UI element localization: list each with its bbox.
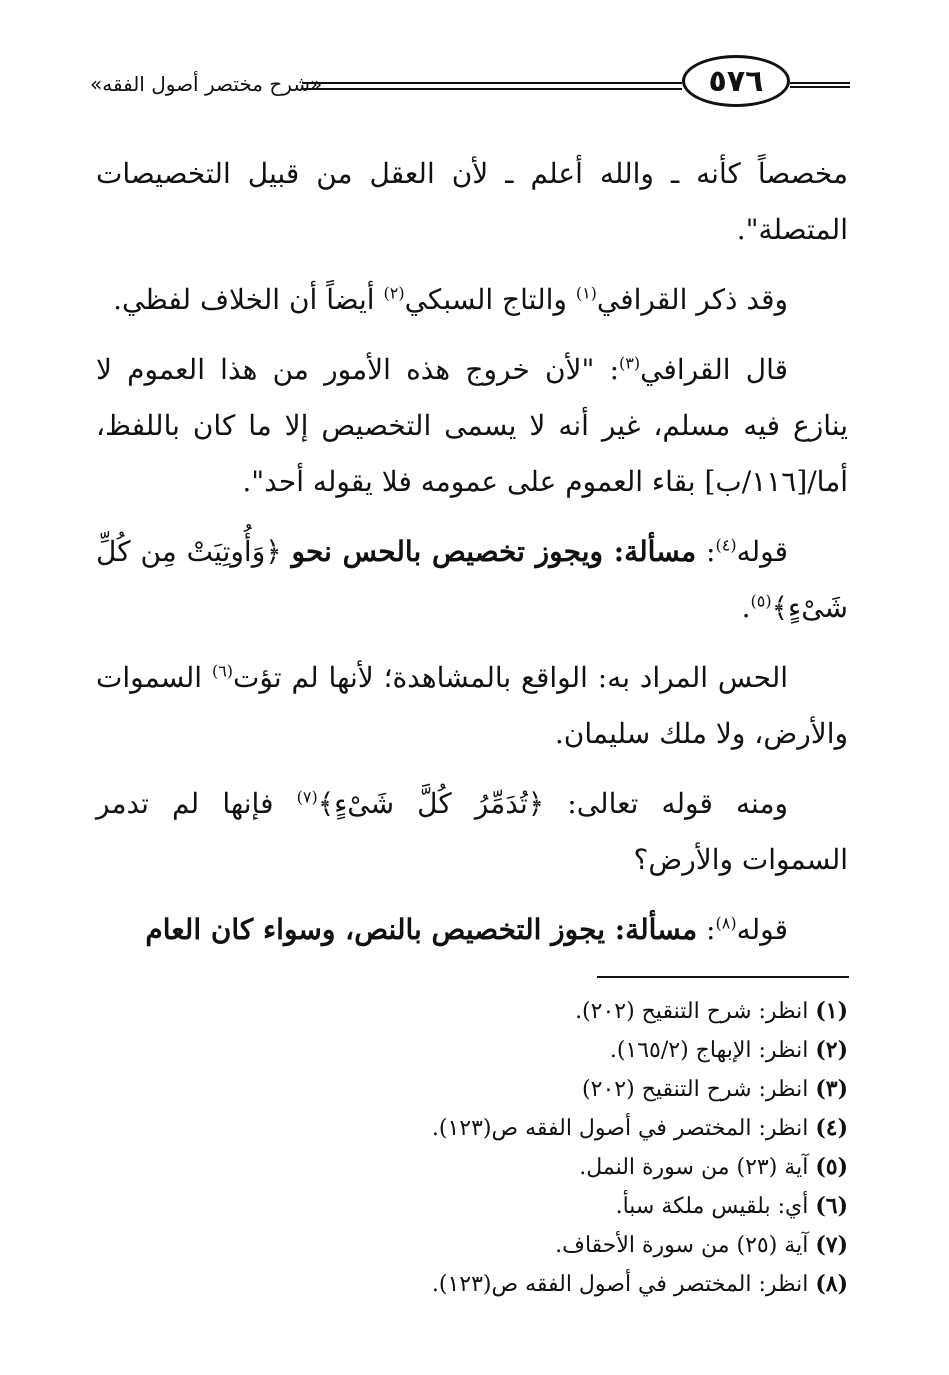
page-header bbox=[90, 55, 850, 115]
paragraph-3 bbox=[96, 342, 848, 510]
footnote-ref: (٢) bbox=[383, 283, 405, 303]
paragraph-text: : "لأن خروج هذه الأمور من هذا العموم لا ينازع فيه مسلم، غير أنه لا يسمى التخصيص إلا ما كان باللفظ، أما/[١١٦/ب] بقاء العموم على عمومه فلا يقوله أحد". bbox=[96, 353, 848, 498]
header-rule-right bbox=[790, 82, 850, 88]
footnote-item bbox=[96, 1109, 848, 1148]
paragraph-4 bbox=[96, 524, 848, 636]
paragraph-text: فإنها لم تدمر السموات والأرض؟ bbox=[96, 787, 848, 876]
paragraph-7 bbox=[96, 902, 848, 958]
main-text bbox=[96, 146, 848, 972]
footnote-item bbox=[96, 1265, 848, 1304]
header-rule-left bbox=[302, 82, 682, 90]
footnote-ref: (٦) bbox=[211, 661, 234, 681]
paragraph-text: وقد ذكر القرافي bbox=[596, 283, 788, 316]
paragraph-text: مخصصاً كأنه ـ والله أعلم ـ لأن العقل من قبيل التخصيصات المتصلة". bbox=[96, 157, 848, 246]
paragraph-6 bbox=[96, 776, 848, 888]
footnote-number: (٦) bbox=[815, 1193, 848, 1219]
paragraph-text: قوله bbox=[736, 535, 788, 568]
paragraph-text: . bbox=[741, 591, 751, 624]
paragraph-5 bbox=[96, 650, 848, 762]
footnote-text: انظر: شرح التنقيح (٢٠٢). bbox=[575, 999, 809, 1024]
footnote-number: (٧) bbox=[815, 1232, 848, 1258]
page-number: ٥٧٦ bbox=[682, 55, 790, 107]
footnote-item bbox=[96, 1187, 848, 1226]
running-title: «شرح مختصر أصول الفقه» bbox=[90, 72, 323, 96]
matn-text: مسألة: ويجوز تخصيص بالحس نحو bbox=[291, 535, 697, 568]
matn-text: مسألة: يجوز التخصيص بالنص، وسواء كان العام bbox=[145, 913, 698, 946]
footnote-ref: (٥) bbox=[750, 591, 772, 611]
footnote-separator bbox=[597, 976, 849, 978]
paragraph-text: : bbox=[697, 913, 716, 946]
paragraph-text: قال القرافي bbox=[640, 353, 788, 386]
footnote-ref: (٧) bbox=[296, 787, 318, 807]
footnote-ref: (٣) bbox=[619, 353, 641, 373]
footnotes bbox=[96, 992, 848, 1304]
paragraph-text: : bbox=[696, 535, 716, 568]
paragraph-text: أيضاً أن الخلاف لفظي. bbox=[113, 283, 384, 316]
footnote-number: (١) bbox=[815, 998, 848, 1024]
footnote-item bbox=[96, 1070, 848, 1109]
footnote-item bbox=[96, 1226, 848, 1265]
footnote-ref: (٨) bbox=[715, 913, 737, 933]
footnote-item bbox=[96, 992, 848, 1031]
paragraph-text: السموات والأرض، ولا ملك سليمان. bbox=[96, 661, 848, 750]
footnote-text: أي: بلقيس ملكة سبأ. bbox=[615, 1194, 809, 1219]
footnote-text: آية (٢٥) من سورة الأحقاف. bbox=[555, 1233, 809, 1258]
paragraph-1 bbox=[96, 146, 848, 258]
footnote-number: (٥) bbox=[815, 1154, 848, 1180]
footnote-ref: (١) bbox=[575, 283, 597, 303]
footnote-text: انظر: المختصر في أصول الفقه ص(١٢٣). bbox=[431, 1116, 809, 1141]
footnote-text: انظر: الإبهاج (١٦٥/٢). bbox=[609, 1038, 809, 1063]
footnote-item bbox=[96, 1031, 848, 1070]
paragraph-text: والتاج السبكي bbox=[404, 283, 576, 316]
quran-quote: ﴿وَأُوتِيَتْ مِن كُلِّ شَىْءٍ﴾ bbox=[96, 535, 848, 624]
paragraph-text: الحس المراد به: الواقع بالمشاهدة؛ لأنها لم تؤت bbox=[233, 661, 789, 694]
footnote-number: (٣) bbox=[815, 1076, 848, 1102]
footnote-number: (٨) bbox=[815, 1271, 848, 1297]
footnote-ref: (٤) bbox=[715, 535, 737, 555]
footnote-item bbox=[96, 1148, 848, 1187]
paragraph-2 bbox=[96, 272, 848, 328]
footnote-text: آية (٢٣) من سورة النمل. bbox=[579, 1155, 809, 1180]
footnote-text: انظر: المختصر في أصول الفقه ص(١٢٣). bbox=[431, 1272, 809, 1297]
paragraph-text: قوله bbox=[736, 913, 788, 946]
footnote-number: (٢) bbox=[815, 1037, 848, 1063]
footnote-text: انظر: شرح التنقيح (٢٠٢) bbox=[582, 1077, 809, 1102]
quran-quote: ومنه قوله تعالى: ﴿تُدَمِّرُ كُلَّ شَىْءٍ﴾ bbox=[317, 787, 789, 820]
footnote-number: (٤) bbox=[815, 1115, 848, 1141]
